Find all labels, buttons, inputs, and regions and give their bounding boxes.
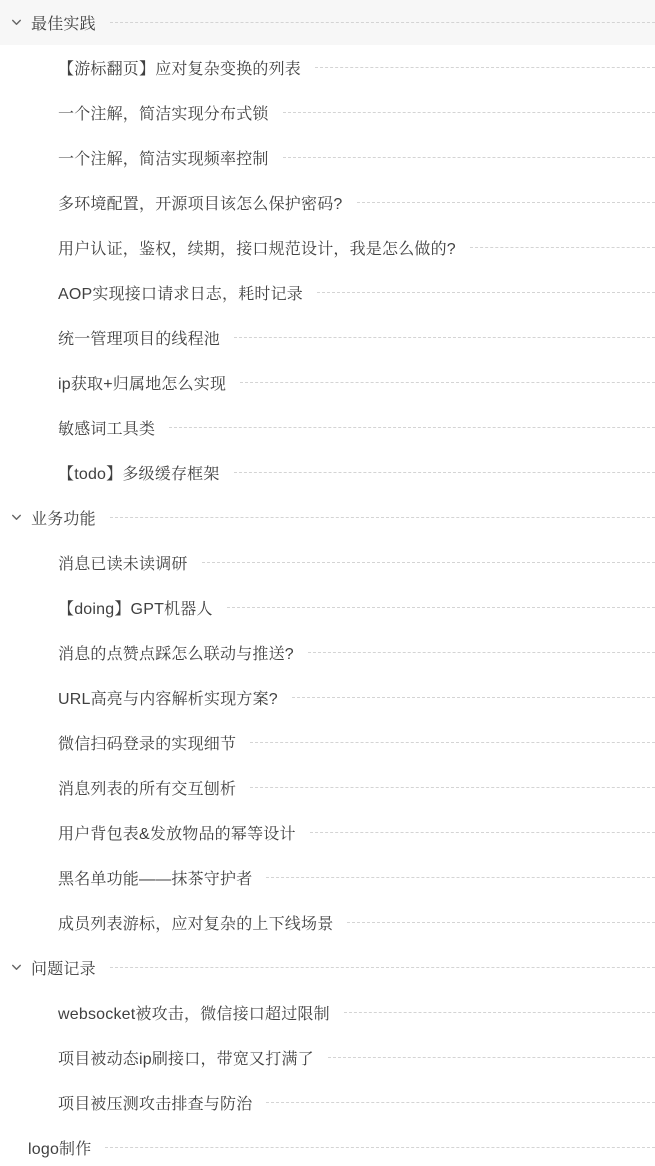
tree-item[interactable] bbox=[0, 900, 655, 945]
tree-item[interactable] bbox=[0, 45, 655, 90]
item-label: 消息的点赞点踩怎么联动与推送? bbox=[58, 646, 294, 663]
leader-line bbox=[317, 292, 655, 293]
item-label: 【doing】GPT机器人 bbox=[58, 601, 213, 618]
leader-line bbox=[202, 562, 655, 563]
item-label: websocket被攻击，微信接口超过限制 bbox=[58, 1006, 330, 1023]
item-label: 一个注解，简洁实现分布式锁 bbox=[58, 106, 269, 123]
tree-item[interactable] bbox=[0, 990, 655, 1035]
section-label: 业务功能 bbox=[31, 511, 96, 528]
tree-item[interactable] bbox=[0, 1035, 655, 1080]
tree-item[interactable] bbox=[0, 585, 655, 630]
tree-item[interactable] bbox=[0, 180, 655, 225]
leader-line bbox=[169, 427, 655, 428]
tree-item[interactable] bbox=[0, 135, 655, 180]
leader-line bbox=[344, 1012, 655, 1013]
tree-item[interactable] bbox=[0, 225, 655, 270]
item-label: 【todo】多级缓存框架 bbox=[58, 466, 220, 483]
leader-line bbox=[283, 157, 655, 158]
item-label: 敏感词工具类 bbox=[58, 421, 156, 438]
tree-item[interactable] bbox=[0, 405, 655, 450]
tree-item[interactable] bbox=[0, 360, 655, 405]
leader-line bbox=[250, 787, 655, 788]
item-label: 项目被动态ip刷接口，带宽又打满了 bbox=[58, 1051, 314, 1068]
tree-item[interactable] bbox=[0, 270, 655, 315]
tree-item[interactable] bbox=[0, 1080, 655, 1125]
leader-line bbox=[357, 202, 655, 203]
leader-line bbox=[315, 67, 655, 68]
item-label: 项目被压测攻击排查与防治 bbox=[58, 1096, 253, 1113]
item-label: URL高亮与内容解析实现方案? bbox=[58, 691, 278, 708]
item-label: 统一管理项目的线程池 bbox=[58, 331, 221, 348]
tree-item[interactable] bbox=[0, 540, 655, 585]
item-label: logo制作 bbox=[28, 1141, 92, 1158]
tree-item[interactable] bbox=[0, 675, 655, 720]
item-label: 【游标翻页】应对复杂变换的列表 bbox=[58, 61, 302, 78]
leader-line bbox=[227, 607, 655, 608]
leader-line bbox=[110, 967, 655, 968]
section-row-issue-log[interactable] bbox=[0, 945, 655, 990]
leader-line bbox=[347, 922, 655, 923]
section-row-best-practices[interactable] bbox=[0, 0, 655, 45]
item-label: 用户认证，鉴权，续期，接口规范设计，我是怎么做的? bbox=[58, 241, 456, 258]
item-label: AOP实现接口请求日志，耗时记录 bbox=[58, 286, 303, 303]
tree-item-logo[interactable] bbox=[0, 1125, 655, 1166]
item-label: 黑名单功能——抹茶守护者 bbox=[58, 871, 253, 888]
item-label: 多环境配置，开源项目该怎么保护密码? bbox=[58, 196, 343, 213]
tree-item[interactable] bbox=[0, 315, 655, 360]
item-label: 消息已读未读调研 bbox=[58, 556, 188, 573]
leader-line bbox=[240, 382, 655, 383]
section-row-business-features[interactable] bbox=[0, 495, 655, 540]
item-label: 一个注解，简洁实现频率控制 bbox=[58, 151, 269, 168]
item-label: 消息列表的所有交互刨析 bbox=[58, 781, 237, 798]
tree-item[interactable] bbox=[0, 855, 655, 900]
item-label: 用户背包表&发放物品的幂等设计 bbox=[58, 826, 296, 843]
section-label: 问题记录 bbox=[31, 961, 96, 978]
leader-line bbox=[283, 112, 655, 113]
tree-item[interactable] bbox=[0, 90, 655, 135]
leader-line bbox=[234, 337, 655, 338]
chevron-down-icon[interactable] bbox=[10, 961, 23, 974]
item-label: ip获取+归属地怎么实现 bbox=[58, 376, 227, 393]
leader-line bbox=[110, 517, 655, 518]
leader-line bbox=[110, 22, 655, 23]
leader-line bbox=[234, 472, 655, 473]
leader-line bbox=[470, 247, 655, 248]
chevron-down-icon[interactable] bbox=[10, 511, 23, 524]
tree-item[interactable] bbox=[0, 810, 655, 855]
leader-line bbox=[266, 877, 655, 878]
tree-item[interactable] bbox=[0, 720, 655, 765]
section-label: 最佳实践 bbox=[31, 16, 96, 33]
leader-line bbox=[105, 1147, 655, 1148]
leader-line bbox=[292, 697, 655, 698]
leader-line bbox=[310, 832, 655, 833]
tree-item[interactable] bbox=[0, 630, 655, 675]
item-label: 成员列表游标，应对复杂的上下线场景 bbox=[58, 916, 334, 933]
leader-line bbox=[250, 742, 655, 743]
chevron-down-icon[interactable] bbox=[10, 16, 23, 29]
tree-item[interactable] bbox=[0, 450, 655, 495]
tree-item[interactable] bbox=[0, 765, 655, 810]
item-label: 微信扫码登录的实现细节 bbox=[58, 736, 237, 753]
leader-line bbox=[266, 1102, 655, 1103]
leader-line bbox=[328, 1057, 655, 1058]
leader-line bbox=[308, 652, 655, 653]
